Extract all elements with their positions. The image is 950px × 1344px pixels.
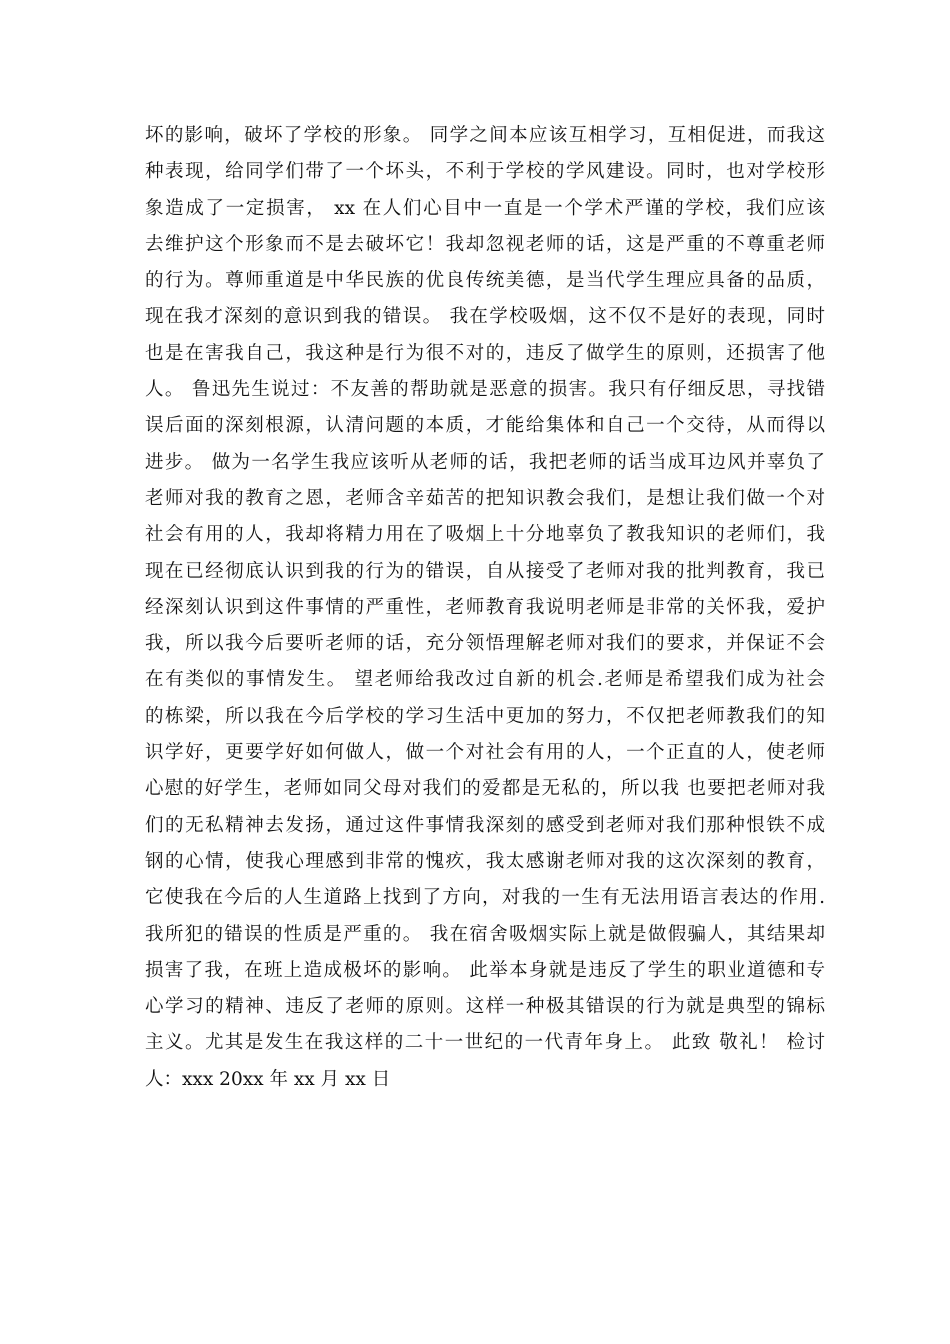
text-line: 种表现，给同学们带了一个坏头，不利于学校的学风建设。同时，也对学校形 (145, 161, 825, 183)
text-line: 我所犯的错误的性质是严重的。 我在宿舍吸烟实际上就是做假骗人，其结果却 (145, 923, 825, 945)
text-line: 现在已经彻底认识到我的行为的错误，自从接受了老师对我的批判教育，我已 (145, 560, 825, 582)
text-line: 损害了我，在班上造成极坏的影响。 此举本身就是违反了学生的职业道德和专 (145, 959, 825, 981)
text-line: 我，所以我今后要听老师的话，充分领悟理解老师对我们的要求，并保证不会 (145, 633, 825, 655)
text-line: 现在我才深刻的意识到我的错误。 我在学校吸烟，这不仅不是好的表现，同时 (145, 306, 825, 328)
text-line: 们的无私精神去发扬，通过这件事情我深刻的感受到老师对我们那种恨铁不成 (145, 814, 825, 836)
text-line: 主义。尤其是发生在我这样的二十一世纪的一代青年身上。 此致 敬礼！ 检讨 (145, 1032, 825, 1054)
text-line: 心学习的精神、违反了老师的原则。这样一种极其错误的行为就是典型的锦标 (145, 996, 825, 1018)
text-line: 心慰的好学生，老师如同父母对我们的爱都是无私的，所以我 也要把老师对我 (145, 778, 825, 800)
text-line: 象造成了一定损害， xx 在人们心目中一直是一个学术严谨的学校，我们应该 (145, 197, 825, 219)
text-line: 也是在害我自己，我这种是行为很不对的，违反了做学生的原则，还损害了他 (145, 342, 825, 364)
text-line: 的行为。尊师重道是中华民族的优良传统美德，是当代学生理应具备的品质， (145, 270, 825, 292)
text-line: 在有类似的事情发生。 望老师给我改过自新的机会.老师是希望我们成为社会 (145, 669, 825, 691)
body-text (145, 118, 825, 1098)
text-line: 进步。 做为一名学生我应该听从老师的话，我把老师的话当成耳边风并辜负了 (145, 451, 825, 473)
text-line: 误后面的深刻根源，认清问题的本质，才能给集体和自己一个交待，从而得以 (145, 415, 825, 437)
text-line: 人。 鲁迅先生说过：不友善的帮助就是恶意的损害。我只有仔细反思，寻找错 (145, 379, 825, 401)
signature-line: 人：xxx 20xx 年 xx 月 xx 日 (145, 1068, 391, 1090)
text-line: 社会有用的人，我却将精力用在了吸烟上十分地辜负了教我知识的老师们，我 (145, 524, 825, 546)
text-line: 它使我在今后的人生道路上找到了方向，对我的一生有无法用语言表达的作用. (145, 887, 825, 909)
text-line: 坏的影响，破坏了学校的形象。 同学之间本应该互相学习，互相促进，而我这 (145, 125, 825, 146)
text-line: 识学好，更要学好如何做人，做一个对社会有用的人，一个正直的人，使老师 (145, 742, 825, 764)
text-line: 经深刻认识到这件事情的严重性，老师教育我说明老师是非常的关怀我，爱护 (145, 596, 825, 618)
text-line: 老师对我的教育之恩，老师含辛茹苦的把知识教会我们，是想让我们做一个对 (145, 487, 825, 509)
text-line: 去维护这个形象而不是去破坏它！我却忽视老师的话，这是严重的不尊重老师 (145, 233, 825, 255)
text-line: 钢的心情，使我心理感到非常的愧疚，我太感谢老师对我的这次深刻的教育， (145, 850, 825, 872)
text-line: 的栋梁，所以我在今后学校的学习生活中更加的努力，不仅把老师教我们的知 (145, 705, 825, 727)
